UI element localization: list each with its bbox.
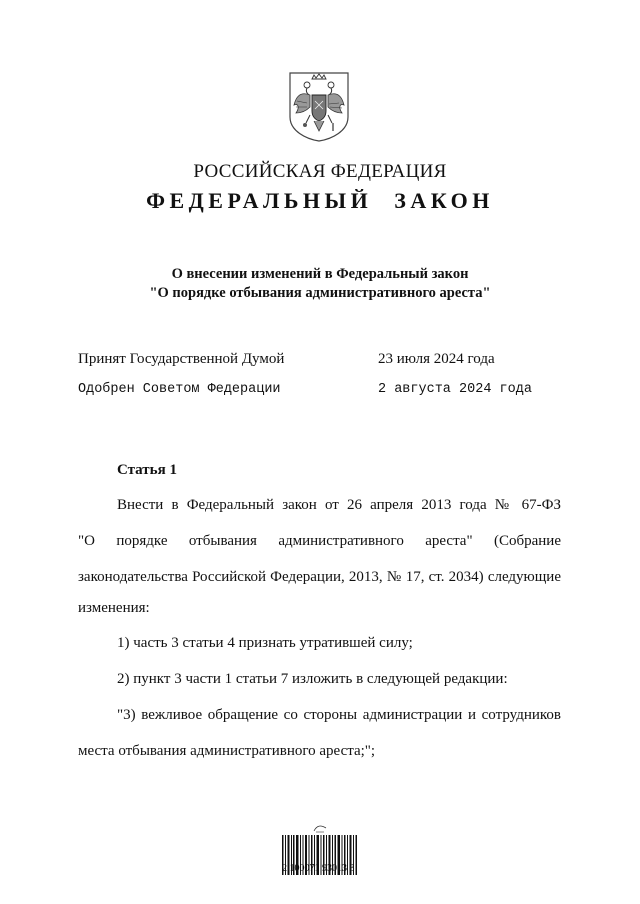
duma-adoption-date: 23 июля 2024 года [378,351,495,367]
article-quote-line: места отбывания административного ареста;"; [78,743,376,759]
article-list-item: 1) часть 3 статьи 4 признать утратившей силу; [117,635,413,651]
law-title-line-2: "О порядке отбывания административного ареста" [149,285,491,301]
stamp-mark-icon [313,823,327,833]
law-title [0,265,640,303]
law-title-line-1: О внесении изменений в Федеральный закон [171,266,469,282]
article-quote-line: "3) вежливое обращение со стороны администрации и сотрудников [117,707,561,723]
article-heading: Статья 1 [117,462,177,478]
council-approval-date: 2 августа 2024 года [378,382,532,397]
country-name: РОССИЙСКАЯ ФЕДЕРАЦИЯ [193,161,447,182]
article-line: законодательства Российской Федерации, 2013, № 17, ст. 2034) следующие [78,569,561,585]
article-line: изменения: [78,600,150,616]
document-type: ФЕДЕРАЛЬНЫЙ ЗАКОН [146,188,494,213]
article-line: "О порядке отбывания административного ареста" (Собрание [78,533,561,549]
russian-coat-of-arms-icon [288,71,350,143]
council-approval-label: Одобрен Советом Федерации [78,382,281,397]
council-approval-row [78,382,548,397]
duma-adoption-row [78,351,548,368]
barcode-number: 2 100071 93013 3 [282,863,355,874]
article-list-item: 2) пункт 3 части 1 статьи 7 изложить в следующей редакции: [117,671,508,687]
article-line: Внести в Федеральный закон от 26 апреля 2013 года № 67-ФЗ [117,497,561,513]
duma-adoption-label: Принят Государственной Думой [78,351,285,367]
